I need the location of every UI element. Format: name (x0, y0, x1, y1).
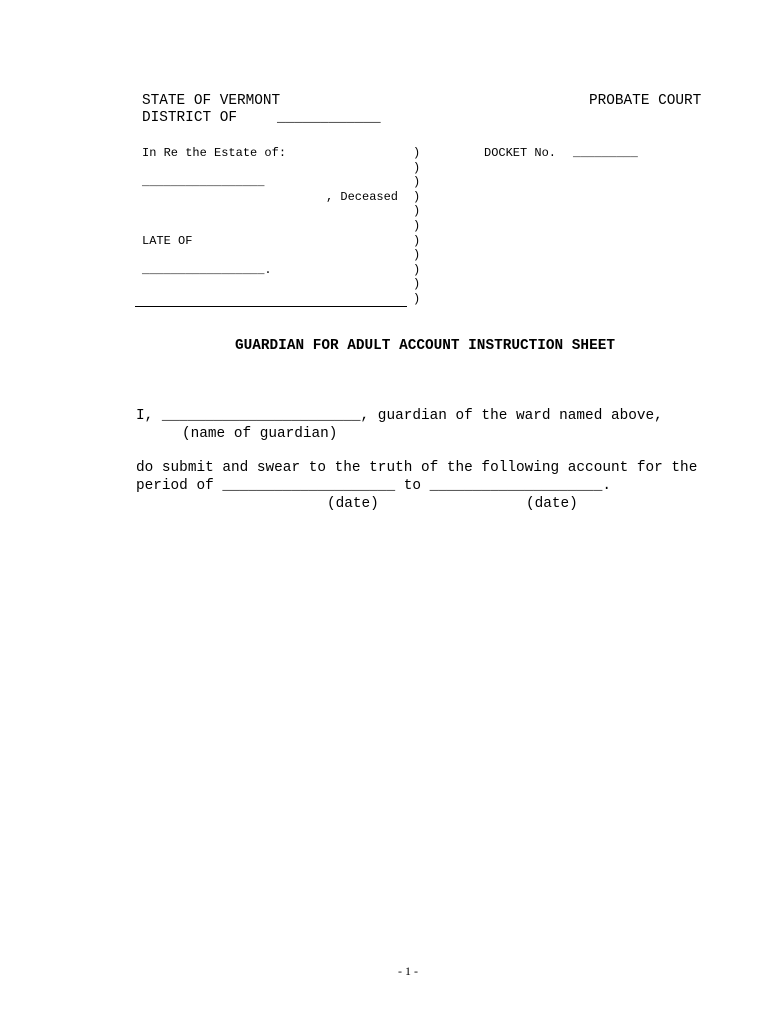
caption-paren: ) (413, 291, 421, 306)
docket-blank: _________ (573, 146, 638, 160)
page-number: - 1 - (398, 964, 418, 978)
caption-paren: ) (413, 218, 421, 233)
guardian-name-caption: (name of guardian) (182, 426, 338, 442)
period-line: period of ____________________ to ____________________. (136, 478, 611, 494)
late-of-blank: _________________. (142, 263, 272, 277)
caption-parenthesis-column (413, 146, 425, 307)
caption-paren: ) (413, 277, 421, 292)
caption-paren: ) (413, 204, 421, 219)
court-heading: PROBATE COURT (589, 93, 702, 109)
deceased-label: , Deceased (326, 190, 399, 204)
oath-line: do submit and swear to the truth of the following account for the (136, 460, 698, 476)
state-heading: STATE OF VERMONT (142, 93, 281, 109)
in-re-label: In Re the Estate of: (142, 146, 287, 160)
caption-paren: ) (413, 160, 421, 175)
caption-paren: ) (413, 262, 421, 277)
decedent-name-blank: _________________ (142, 175, 265, 189)
caption-paren: ) (413, 233, 421, 248)
guardian-line: I, _______________________, guardian of the ward named above, (136, 408, 663, 424)
district-blank: ____________ (277, 110, 381, 126)
caption-divider-line (135, 306, 407, 307)
start-date-caption: (date) (327, 496, 379, 512)
docket-label: DOCKET No. (484, 146, 557, 160)
caption-paren: ) (413, 175, 421, 190)
caption-paren: ) (413, 146, 421, 160)
end-date-caption: (date) (526, 496, 578, 512)
document-title: GUARDIAN FOR ADULT ACCOUNT INSTRUCTION SHEET (235, 338, 615, 354)
caption-paren: ) (413, 189, 421, 204)
caption-paren: ) (413, 248, 421, 263)
late-of-label: LATE OF (142, 234, 193, 248)
district-label: DISTRICT OF (142, 110, 237, 126)
